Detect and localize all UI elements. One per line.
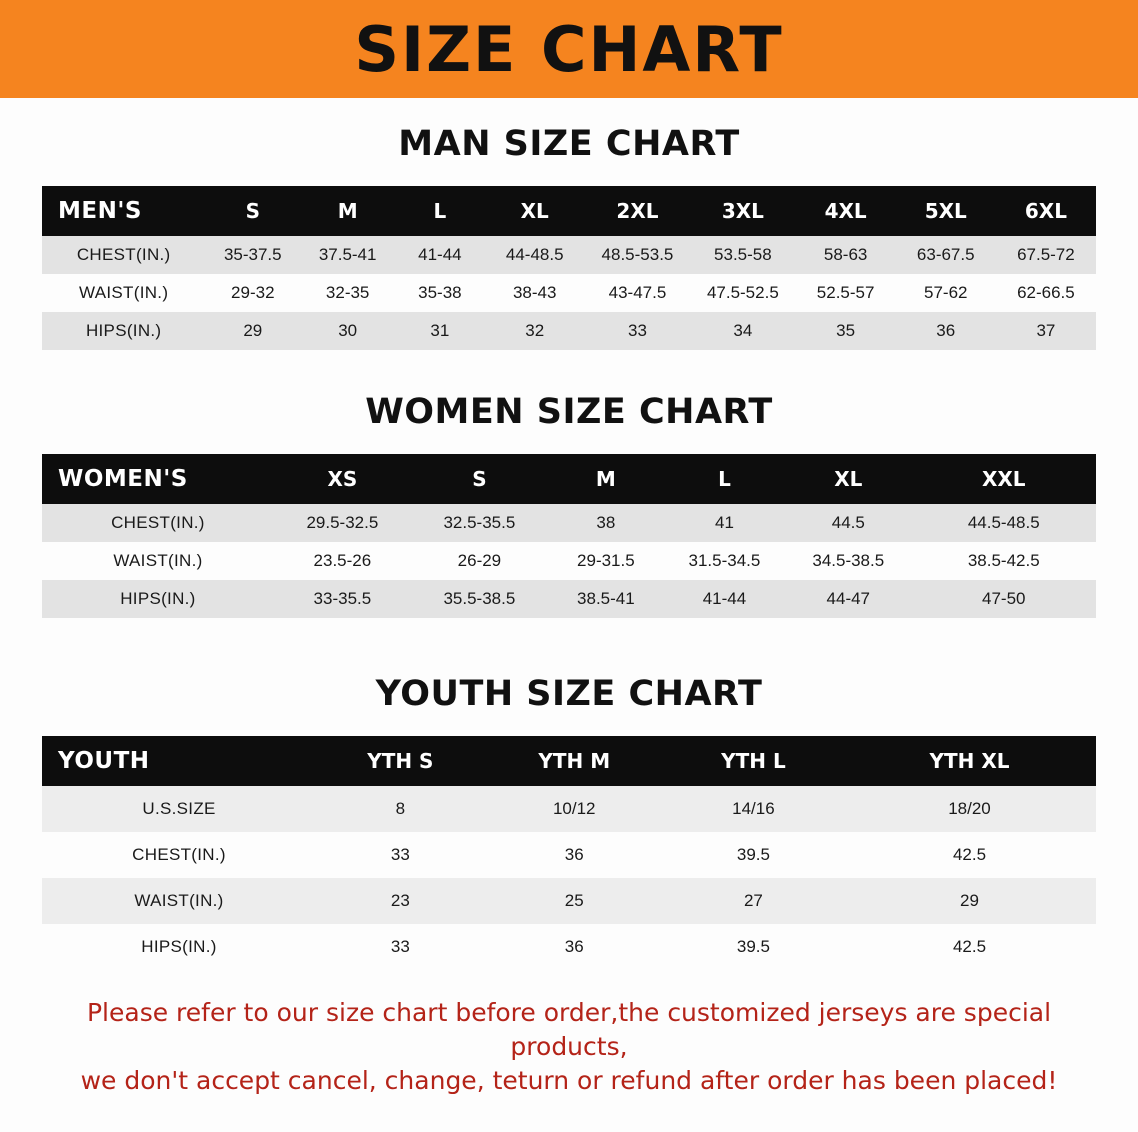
youth-row-0-label: U.S.SIZE xyxy=(42,786,316,832)
table-row xyxy=(42,580,1096,618)
men-r2-c0: 29 xyxy=(205,312,300,350)
men-col-4: 2XL xyxy=(585,186,690,236)
youth-r0-c3: 18/20 xyxy=(843,786,1096,832)
men-row-1-label: WAIST(IN.) xyxy=(42,274,205,312)
table-header-row xyxy=(42,736,1096,786)
disclaimer-line-2: we don't accept cancel, change, teturn or refund after order has been placed! xyxy=(80,1065,1058,1095)
men-r0-c8: 67.5-72 xyxy=(996,236,1096,274)
men-r1-c6: 52.5-57 xyxy=(796,274,896,312)
youth-r2-c2: 27 xyxy=(664,878,843,924)
women-r1-c5: 38.5-42.5 xyxy=(912,542,1096,580)
women-col-5: XXL xyxy=(912,454,1096,504)
table-row xyxy=(42,312,1096,350)
table-row xyxy=(42,878,1096,924)
disclaimer-line-1: Please refer to our size chart before order,the customized jerseys are special products, xyxy=(86,998,1052,1061)
youth-col-3: YTH XL xyxy=(843,736,1096,786)
men-corner-label: MEN'S xyxy=(42,186,205,236)
table-row xyxy=(42,504,1096,542)
men-r2-c6: 35 xyxy=(796,312,896,350)
men-r1-c8: 62-66.5 xyxy=(996,274,1096,312)
youth-r3-c1: 36 xyxy=(485,924,664,970)
women-section-heading: WOMEN SIZE CHART xyxy=(365,392,773,432)
women-col-3: L xyxy=(664,454,785,504)
women-corner-label: WOMEN'S xyxy=(42,454,274,504)
men-r2-c4: 33 xyxy=(585,312,690,350)
table-row xyxy=(42,832,1096,878)
youth-section-heading: YOUTH SIZE CHART xyxy=(375,674,763,714)
women-r0-c3: 41 xyxy=(664,504,785,542)
men-r0-c3: 44-48.5 xyxy=(485,236,585,274)
women-r1-c2: 29-31.5 xyxy=(548,542,664,580)
youth-r2-c1: 25 xyxy=(485,878,664,924)
women-size-table xyxy=(42,454,1096,618)
youth-r1-c1: 36 xyxy=(485,832,664,878)
women-r0-c0: 29.5-32.5 xyxy=(274,504,411,542)
women-r0-c4: 44.5 xyxy=(785,504,911,542)
men-row-0-label: CHEST(IN.) xyxy=(42,236,205,274)
women-table-wrapper xyxy=(42,454,1096,618)
disclaimer-note xyxy=(38,996,1100,1097)
men-r1-c7: 57-62 xyxy=(896,274,996,312)
youth-col-0: YTH S xyxy=(316,736,485,786)
banner xyxy=(0,0,1138,98)
men-r2-c1: 30 xyxy=(300,312,395,350)
men-r2-c5: 34 xyxy=(690,312,795,350)
men-col-3: XL xyxy=(485,186,585,236)
men-r2-c2: 31 xyxy=(395,312,485,350)
men-col-0: S xyxy=(205,186,300,236)
women-r2-c2: 38.5-41 xyxy=(548,580,664,618)
man-size-table xyxy=(42,186,1096,350)
women-r2-c0: 33-35.5 xyxy=(274,580,411,618)
women-row-0-label: CHEST(IN.) xyxy=(42,504,274,542)
men-r1-c5: 47.5-52.5 xyxy=(690,274,795,312)
youth-size-table xyxy=(42,736,1096,970)
youth-r0-c0: 8 xyxy=(316,786,485,832)
youth-r2-c3: 29 xyxy=(843,878,1096,924)
table-header-row xyxy=(42,454,1096,504)
women-r0-c5: 44.5-48.5 xyxy=(912,504,1096,542)
men-r2-c7: 36 xyxy=(896,312,996,350)
youth-col-1: YTH M xyxy=(485,736,664,786)
youth-row-2-label: WAIST(IN.) xyxy=(42,878,316,924)
men-r0-c1: 37.5-41 xyxy=(300,236,395,274)
men-r1-c2: 35-38 xyxy=(395,274,485,312)
women-r1-c1: 26-29 xyxy=(411,542,548,580)
women-row-2-label: HIPS(IN.) xyxy=(42,580,274,618)
women-col-0: XS xyxy=(274,454,411,504)
table-row xyxy=(42,924,1096,970)
women-r1-c3: 31.5-34.5 xyxy=(664,542,785,580)
youth-table-wrapper xyxy=(42,736,1096,970)
women-r2-c5: 47-50 xyxy=(912,580,1096,618)
men-r0-c5: 53.5-58 xyxy=(690,236,795,274)
men-col-7: 5XL xyxy=(896,186,996,236)
men-r1-c3: 38-43 xyxy=(485,274,585,312)
youth-r3-c2: 39.5 xyxy=(664,924,843,970)
women-r2-c4: 44-47 xyxy=(785,580,911,618)
men-r2-c8: 37 xyxy=(996,312,1096,350)
men-r1-c1: 32-35 xyxy=(300,274,395,312)
women-r2-c1: 35.5-38.5 xyxy=(411,580,548,618)
youth-r3-c3: 42.5 xyxy=(843,924,1096,970)
men-r1-c4: 43-47.5 xyxy=(585,274,690,312)
women-row-1-label: WAIST(IN.) xyxy=(42,542,274,580)
table-row xyxy=(42,786,1096,832)
women-r0-c1: 32.5-35.5 xyxy=(411,504,548,542)
men-col-2: L xyxy=(395,186,485,236)
women-col-4: XL xyxy=(785,454,911,504)
page-title: SIZE CHART xyxy=(354,13,784,86)
men-r1-c0: 29-32 xyxy=(205,274,300,312)
men-row-2-label: HIPS(IN.) xyxy=(42,312,205,350)
youth-col-2: YTH L xyxy=(664,736,843,786)
men-col-6: 4XL xyxy=(796,186,896,236)
youth-row-1-label: CHEST(IN.) xyxy=(42,832,316,878)
men-r2-c3: 32 xyxy=(485,312,585,350)
youth-r0-c2: 14/16 xyxy=(664,786,843,832)
table-row xyxy=(42,542,1096,580)
youth-corner-label: YOUTH xyxy=(42,736,316,786)
youth-r2-c0: 23 xyxy=(316,878,485,924)
youth-r1-c2: 39.5 xyxy=(664,832,843,878)
women-r2-c3: 41-44 xyxy=(664,580,785,618)
women-r0-c2: 38 xyxy=(548,504,664,542)
men-r0-c0: 35-37.5 xyxy=(205,236,300,274)
men-r0-c4: 48.5-53.5 xyxy=(585,236,690,274)
men-r0-c7: 63-67.5 xyxy=(896,236,996,274)
table-row xyxy=(42,274,1096,312)
youth-r1-c0: 33 xyxy=(316,832,485,878)
men-col-8: 6XL xyxy=(996,186,1096,236)
man-section-heading: MAN SIZE CHART xyxy=(398,124,740,164)
table-row xyxy=(42,236,1096,274)
women-col-2: M xyxy=(548,454,664,504)
youth-r3-c0: 33 xyxy=(316,924,485,970)
men-r0-c6: 58-63 xyxy=(796,236,896,274)
women-col-1: S xyxy=(411,454,548,504)
men-col-1: M xyxy=(300,186,395,236)
men-col-5: 3XL xyxy=(690,186,795,236)
table-header-row xyxy=(42,186,1096,236)
youth-r0-c1: 10/12 xyxy=(485,786,664,832)
man-table-wrapper xyxy=(42,186,1096,350)
youth-row-3-label: HIPS(IN.) xyxy=(42,924,316,970)
women-r1-c0: 23.5-26 xyxy=(274,542,411,580)
men-r0-c2: 41-44 xyxy=(395,236,485,274)
women-r1-c4: 34.5-38.5 xyxy=(785,542,911,580)
youth-r1-c3: 42.5 xyxy=(843,832,1096,878)
